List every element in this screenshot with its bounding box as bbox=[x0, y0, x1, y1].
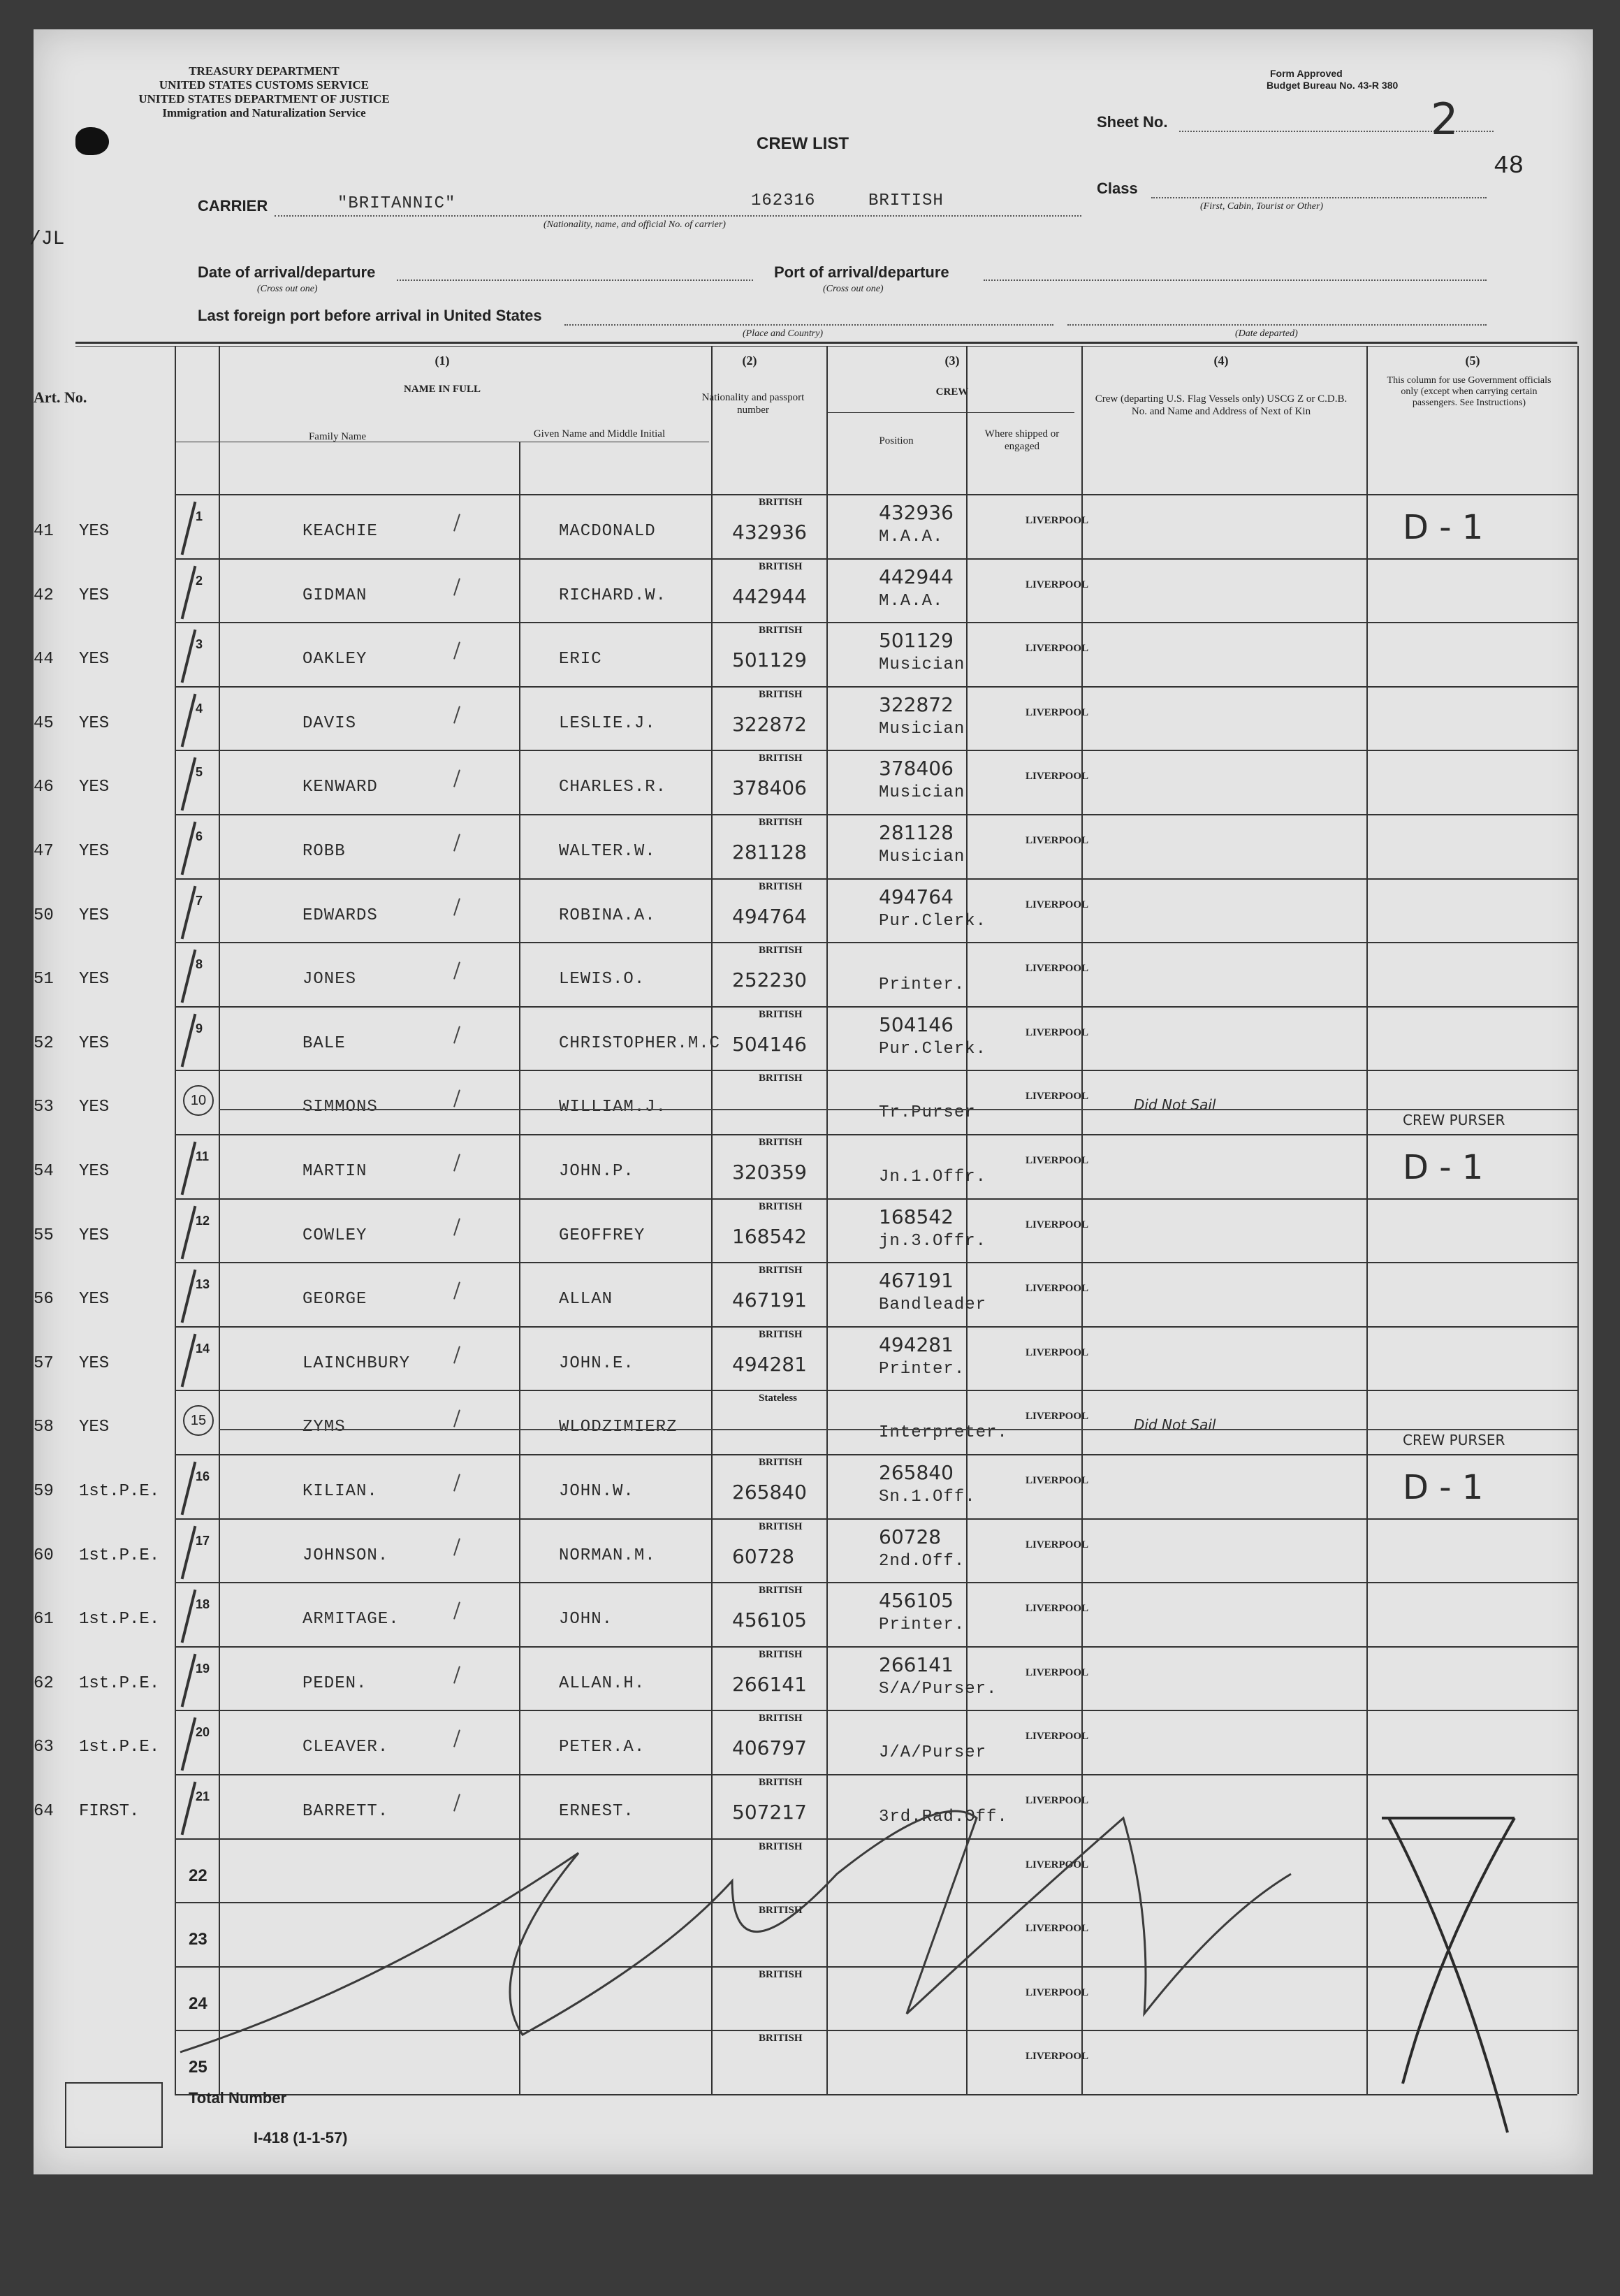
line-number: 4 bbox=[196, 701, 203, 715]
given-name: ERIC bbox=[559, 650, 602, 669]
nationality: BRITISH bbox=[759, 1520, 803, 1532]
col4-title: Crew (departing U.S. Flag Vessels only) USCG Z or C.D.B. No. and Name and Address of Next of Kin bbox=[1095, 393, 1348, 417]
family-name: SIMMONS bbox=[302, 1098, 378, 1117]
position: Interpreter. bbox=[879, 1423, 1008, 1443]
family-name: ZYMS bbox=[302, 1418, 346, 1437]
shipped-at: LIVERPOOL bbox=[1026, 1026, 1089, 1038]
given-name: GEOFFREY bbox=[559, 1226, 645, 1245]
given-name: WILLIAM.J. bbox=[559, 1098, 667, 1117]
art-number: 56 bbox=[34, 1290, 54, 1309]
agency-line: Immigration and Naturalization Service bbox=[162, 106, 366, 119]
line-number: 12 bbox=[196, 1213, 210, 1228]
status: YES bbox=[79, 970, 110, 989]
family-name: BALE bbox=[302, 1033, 346, 1053]
family-name: BARRETT. bbox=[302, 1802, 389, 1821]
given-name: PETER.A. bbox=[559, 1738, 645, 1757]
position: Pur.Clerk. bbox=[879, 911, 987, 931]
position: Musician bbox=[879, 655, 965, 675]
family-name: GIDMAN bbox=[302, 586, 367, 605]
gov-note: D - 1 bbox=[1403, 1468, 1484, 1507]
port-cross-out: (Cross out one) bbox=[823, 284, 884, 294]
given-name: NORMAN.M. bbox=[559, 1546, 656, 1565]
line-number: 16 bbox=[196, 1469, 210, 1483]
crew-list-sheet bbox=[29, 29, 1593, 2174]
gov-note: CREW PURSER bbox=[1403, 1112, 1505, 1129]
passport-number: 322872 bbox=[732, 712, 807, 736]
nationality: BRITISH bbox=[759, 817, 803, 828]
shipped-at: LIVERPOOL bbox=[1026, 1986, 1089, 1998]
nationality: BRITISH bbox=[759, 625, 803, 637]
place-caption: (Place and Country) bbox=[743, 328, 824, 339]
position: S/A/Purser. bbox=[879, 1679, 998, 1699]
art-number: 61 bbox=[34, 1610, 54, 1629]
passport-number: 501129 bbox=[732, 648, 807, 672]
position: Printer. bbox=[879, 975, 965, 995]
passport-number: 266141 bbox=[732, 1672, 807, 1696]
position-handwritten: 501129 bbox=[879, 629, 954, 653]
passport-number: 432936 bbox=[732, 521, 807, 544]
position-header: Position bbox=[879, 435, 914, 446]
class-caption: (First, Cabin, Tourist or Other) bbox=[1200, 201, 1324, 212]
passport-number: 252230 bbox=[732, 968, 807, 992]
status: 1st.P.E. bbox=[79, 1610, 160, 1629]
passport-number: 504146 bbox=[732, 1032, 807, 1056]
page-number: 48 bbox=[1494, 152, 1524, 180]
nationality: BRITISH bbox=[759, 688, 803, 700]
line-number: 14 bbox=[196, 1341, 210, 1356]
line-number: 24 bbox=[189, 1993, 207, 2013]
position-handwritten: 456105 bbox=[879, 1589, 954, 1613]
art-number: 46 bbox=[34, 778, 54, 797]
passport-number: 456105 bbox=[732, 1608, 807, 1632]
position: M.A.A. bbox=[879, 591, 944, 611]
passport-number: 406797 bbox=[732, 1736, 807, 1760]
shipped-at: LIVERPOOL bbox=[1026, 1411, 1089, 1423]
art-number: 60 bbox=[34, 1546, 54, 1565]
art-number: 62 bbox=[34, 1673, 54, 1693]
carrier-caption: (Nationality, name, and official No. of carrier) bbox=[543, 219, 726, 230]
position: Sn.1.Off. bbox=[879, 1488, 976, 1506]
given-name: RICHARD.W. bbox=[559, 586, 667, 605]
given-name: JOHN.W. bbox=[559, 1482, 634, 1501]
shipped-at: LIVERPOOL bbox=[1026, 1475, 1089, 1486]
shipped-at: LIVERPOOL bbox=[1026, 1539, 1089, 1550]
position: Printer. bbox=[879, 1615, 965, 1635]
status: YES bbox=[79, 1098, 110, 1117]
given-name: MACDONALD bbox=[559, 522, 656, 541]
art-number: 45 bbox=[34, 713, 54, 733]
position: Musician bbox=[879, 848, 965, 866]
nationality: BRITISH bbox=[759, 1328, 803, 1340]
given-name: ERNEST. bbox=[559, 1802, 634, 1821]
carrier-label: CARRIER bbox=[198, 197, 268, 215]
sheet-number: 2 bbox=[1431, 94, 1459, 145]
position: J/A/Purser bbox=[879, 1743, 987, 1763]
line-number: 2 bbox=[196, 573, 203, 588]
passport-number: 281128 bbox=[732, 841, 807, 864]
status: 1st.P.E. bbox=[79, 1673, 160, 1693]
line-number: 21 bbox=[196, 1789, 210, 1803]
given-name: ALLAN bbox=[559, 1290, 613, 1309]
status: YES bbox=[79, 586, 110, 605]
nationality: BRITISH bbox=[759, 1648, 803, 1660]
shipped-at: LIVERPOOL bbox=[1026, 515, 1089, 526]
given-name: WLODZIMIERZ bbox=[559, 1418, 678, 1437]
gov-note: D - 1 bbox=[1403, 508, 1484, 547]
line-number: 20 bbox=[196, 1725, 210, 1740]
line-number: 19 bbox=[196, 1661, 210, 1676]
position-handwritten: 266141 bbox=[879, 1652, 954, 1676]
side-mark: /JL bbox=[29, 228, 65, 250]
position: Tr.Purser bbox=[879, 1103, 976, 1123]
passport-number: 320359 bbox=[732, 1161, 807, 1184]
position-handwritten: 442944 bbox=[879, 565, 954, 588]
col3-title: CREW bbox=[935, 386, 969, 398]
line-number: 6 bbox=[196, 829, 203, 843]
line-number: 5 bbox=[196, 765, 203, 780]
nationality: BRITISH bbox=[759, 945, 803, 957]
status: YES bbox=[79, 842, 110, 861]
shipped-at: LIVERPOOL bbox=[1026, 1795, 1089, 1806]
given-name: JOHN.P. bbox=[559, 1162, 634, 1181]
budget-bureau: Budget Bureau No. 43-R 380 bbox=[1267, 80, 1399, 91]
line-number: 7 bbox=[196, 893, 203, 908]
shipped-at: LIVERPOOL bbox=[1026, 1859, 1089, 1870]
line-number: 9 bbox=[196, 1021, 203, 1036]
total-box bbox=[65, 2082, 163, 2148]
nationality: BRITISH bbox=[759, 1457, 803, 1468]
family-name: KILIAN. bbox=[302, 1482, 378, 1501]
arrival-cross-out: (Cross out one) bbox=[257, 284, 318, 294]
nationality: BRITISH bbox=[759, 560, 803, 572]
kin-note: Did Not Sail bbox=[1134, 1096, 1216, 1114]
gov-note: CREW PURSER bbox=[1403, 1432, 1505, 1449]
shipped-at: LIVERPOOL bbox=[1026, 1666, 1089, 1678]
family-name: JONES bbox=[302, 970, 357, 989]
shipped-at: LIVERPOOL bbox=[1026, 1923, 1089, 1935]
agency-line: TREASURY DEPARTMENT bbox=[189, 64, 340, 78]
nationality: BRITISH bbox=[759, 1265, 803, 1277]
status: YES bbox=[79, 1162, 110, 1181]
position-handwritten: 168542 bbox=[879, 1205, 954, 1228]
status: YES bbox=[79, 713, 110, 733]
nationality: BRITISH bbox=[759, 1777, 803, 1788]
arrival-label: Date of arrival/departure bbox=[198, 263, 376, 281]
art-number: 57 bbox=[34, 1353, 54, 1373]
shipped-at: LIVERPOOL bbox=[1026, 1155, 1089, 1166]
last-port-label: Last foreign port before arrival in United States bbox=[198, 307, 542, 324]
position-handwritten: 467191 bbox=[879, 1269, 954, 1293]
status: YES bbox=[79, 1033, 110, 1053]
col5-number: (5) bbox=[1465, 354, 1480, 368]
shipped-header: Where shipped or engaged bbox=[984, 428, 1060, 452]
status: YES bbox=[79, 1226, 110, 1245]
passport-number: 442944 bbox=[732, 584, 807, 608]
shipped-at: LIVERPOOL bbox=[1026, 2051, 1089, 2063]
shipped-at: LIVERPOOL bbox=[1026, 643, 1089, 655]
nationality: BRITISH bbox=[759, 2033, 803, 2044]
line-number: 8 bbox=[196, 957, 203, 972]
art-number: 64 bbox=[34, 1802, 54, 1821]
art-number: 52 bbox=[34, 1033, 54, 1053]
status: YES bbox=[79, 650, 110, 669]
family-name: ARMITAGE. bbox=[302, 1610, 400, 1629]
shipped-at: LIVERPOOL bbox=[1026, 1091, 1089, 1103]
nationality: BRITISH bbox=[759, 880, 803, 892]
passport-number: 378406 bbox=[732, 776, 807, 800]
carrier-nationality: BRITISH bbox=[868, 191, 944, 210]
art-number: 41 bbox=[34, 522, 54, 541]
nationality: BRITISH bbox=[759, 1968, 803, 1980]
art-number: 54 bbox=[34, 1162, 54, 1181]
sheet-label: Sheet No. bbox=[1097, 113, 1168, 131]
position: 2nd.Off. bbox=[879, 1551, 965, 1571]
shipped-at: LIVERPOOL bbox=[1026, 706, 1089, 718]
col1-title: NAME IN FULL bbox=[403, 384, 481, 395]
given-name: WALTER.W. bbox=[559, 842, 656, 861]
line-number: 3 bbox=[196, 637, 203, 652]
shipped-at: LIVERPOOL bbox=[1026, 835, 1089, 846]
shipped-at: LIVERPOOL bbox=[1026, 1219, 1089, 1230]
gov-note: D - 1 bbox=[1403, 1148, 1484, 1187]
kin-note: Did Not Sail bbox=[1134, 1416, 1216, 1434]
nationality: BRITISH bbox=[759, 1073, 803, 1084]
class-label: Class bbox=[1097, 180, 1138, 197]
position-handwritten: 265840 bbox=[879, 1461, 954, 1484]
nationality: BRITISH bbox=[759, 753, 803, 764]
family-name: ROBB bbox=[302, 842, 346, 861]
shipped-at: LIVERPOOL bbox=[1026, 1283, 1089, 1295]
form-approved: Form Approved bbox=[1270, 68, 1343, 79]
art-number: 47 bbox=[34, 842, 54, 861]
art-no-header: Art. No. bbox=[34, 388, 87, 406]
form-number: I-418 (1-1-57) bbox=[254, 2129, 348, 2146]
art-number: 63 bbox=[34, 1738, 54, 1757]
art-number: 51 bbox=[34, 970, 54, 989]
family-name: GEORGE bbox=[302, 1290, 367, 1309]
position: Pur.Clerk. bbox=[879, 1039, 987, 1059]
line-number: 13 bbox=[196, 1277, 210, 1292]
family-name: EDWARDS bbox=[302, 906, 378, 925]
art-number: 55 bbox=[34, 1226, 54, 1245]
art-number: 44 bbox=[34, 650, 54, 669]
line-number: 11 bbox=[196, 1149, 210, 1163]
passport-number: 168542 bbox=[732, 1224, 807, 1248]
carrier-name: "BRITANNIC" bbox=[337, 194, 456, 213]
date-caption: (Date departed) bbox=[1235, 328, 1298, 339]
line-number: 23 bbox=[189, 1930, 207, 1949]
family-name: JOHNSON. bbox=[302, 1546, 389, 1565]
agency-line: UNITED STATES CUSTOMS SERVICE bbox=[159, 78, 370, 92]
status: 1st.P.E. bbox=[79, 1546, 160, 1565]
port-label: Port of arrival/departure bbox=[774, 263, 949, 281]
position-handwritten: 504146 bbox=[879, 1012, 954, 1036]
family-name: KEACHIE bbox=[302, 522, 378, 541]
col2-number: (2) bbox=[742, 354, 757, 368]
status: YES bbox=[79, 778, 110, 797]
position-handwritten: 494281 bbox=[879, 1332, 954, 1356]
status: YES bbox=[79, 1353, 110, 1373]
position: Musician bbox=[879, 783, 965, 803]
art-number: 42 bbox=[34, 586, 54, 605]
col4-number: (4) bbox=[1213, 354, 1229, 368]
shipped-at: LIVERPOOL bbox=[1026, 771, 1089, 783]
art-number: 50 bbox=[34, 906, 54, 925]
art-number: 58 bbox=[34, 1418, 54, 1437]
family-name: COWLEY bbox=[302, 1226, 367, 1245]
passport-number: 494764 bbox=[732, 904, 807, 928]
passport-number: 467191 bbox=[732, 1288, 807, 1312]
art-number: 53 bbox=[34, 1098, 54, 1117]
agency-line: UNITED STATES DEPARTMENT OF JUSTICE bbox=[138, 92, 390, 106]
given-name: ALLAN.H. bbox=[559, 1673, 645, 1693]
position-handwritten: 322872 bbox=[879, 692, 954, 716]
status: YES bbox=[79, 1418, 110, 1437]
nationality: BRITISH bbox=[759, 1905, 803, 1917]
position: Printer. bbox=[879, 1359, 965, 1379]
line-number: 1 bbox=[196, 509, 203, 523]
status: 1st.P.E. bbox=[79, 1738, 160, 1757]
status: YES bbox=[79, 522, 110, 541]
art-number: 59 bbox=[34, 1482, 54, 1501]
shipped-at: LIVERPOOL bbox=[1026, 1346, 1089, 1358]
family-name: PEDEN. bbox=[302, 1673, 367, 1693]
family-name: MARTIN bbox=[302, 1162, 367, 1181]
line-number-circled: 15 bbox=[183, 1405, 214, 1436]
line-number: 25 bbox=[189, 2058, 207, 2077]
position-handwritten: 281128 bbox=[879, 821, 954, 844]
family-name: CLEAVER. bbox=[302, 1738, 389, 1757]
position: jn.3.Offr. bbox=[879, 1231, 987, 1251]
position: Bandleader bbox=[879, 1295, 987, 1315]
family-name: KENWARD bbox=[302, 778, 378, 797]
nationality: Stateless bbox=[759, 1393, 797, 1404]
position-handwritten: 432936 bbox=[879, 501, 954, 524]
nationality: BRITISH bbox=[759, 497, 803, 508]
col5-title: This column for use Government officials only (except when carrying certain passengers. See Instructions) bbox=[1387, 375, 1552, 408]
position: Musician bbox=[879, 719, 965, 739]
family-name-header: Family Name bbox=[308, 431, 367, 442]
given-name: CHRISTOPHER.M.C bbox=[559, 1033, 721, 1053]
line-number: 18 bbox=[196, 1597, 210, 1612]
family-name: DAVIS bbox=[302, 713, 357, 733]
position: M.A.A. bbox=[879, 528, 944, 546]
shipped-at: LIVERPOOL bbox=[1026, 579, 1089, 590]
given-name: LEWIS.O. bbox=[559, 970, 645, 989]
col2-title: Nationality and passport number bbox=[701, 392, 805, 416]
family-name: OAKLEY bbox=[302, 650, 367, 669]
position-handwritten: 494764 bbox=[879, 885, 954, 908]
line-number-circled: 10 bbox=[183, 1085, 214, 1116]
shipped-at: LIVERPOOL bbox=[1026, 963, 1089, 975]
given-name: JOHN. bbox=[559, 1610, 613, 1629]
line-number: 17 bbox=[196, 1533, 210, 1548]
nationality: BRITISH bbox=[759, 1840, 803, 1852]
passport-number: 265840 bbox=[732, 1481, 807, 1504]
position-handwritten: 60728 bbox=[879, 1525, 942, 1548]
col3-number: (3) bbox=[944, 354, 960, 368]
family-name: LAINCHBURY bbox=[302, 1353, 411, 1373]
status: 1st.P.E. bbox=[79, 1482, 160, 1501]
line-number: 22 bbox=[189, 1866, 207, 1885]
total-label: Total Number bbox=[189, 2089, 287, 2107]
given-name: CHARLES.R. bbox=[559, 778, 667, 797]
position: 3rd.Rad.Off. bbox=[879, 1808, 1008, 1826]
shipped-at: LIVERPOOL bbox=[1026, 1603, 1089, 1615]
given-name: JOHN.E. bbox=[559, 1353, 634, 1373]
nationality: BRITISH bbox=[759, 1713, 803, 1724]
given-name: ROBINA.A. bbox=[559, 906, 656, 925]
nationality: BRITISH bbox=[759, 1008, 803, 1020]
position: Jn.1.Offr. bbox=[879, 1168, 987, 1186]
passport-number: 494281 bbox=[732, 1352, 807, 1376]
carrier-number: 162316 bbox=[751, 191, 816, 210]
nationality: BRITISH bbox=[759, 1200, 803, 1212]
nationality: BRITISH bbox=[759, 1137, 803, 1148]
shipped-at: LIVERPOOL bbox=[1026, 899, 1089, 910]
given-name: LESLIE.J. bbox=[559, 713, 656, 733]
status: YES bbox=[79, 1290, 110, 1309]
status: FIRST. bbox=[79, 1802, 140, 1821]
passport-number: 507217 bbox=[732, 1801, 807, 1824]
form-title: CREW LIST bbox=[757, 134, 849, 153]
cancel-scribble bbox=[34, 29, 1593, 2174]
given-name-header: Given Name and Middle Initial bbox=[533, 428, 666, 439]
col1-number: (1) bbox=[435, 354, 450, 368]
passport-number: 60728 bbox=[732, 1544, 795, 1568]
nationality: BRITISH bbox=[759, 1585, 803, 1597]
position-handwritten: 378406 bbox=[879, 757, 954, 780]
status: YES bbox=[79, 906, 110, 925]
shipped-at: LIVERPOOL bbox=[1026, 1731, 1089, 1743]
